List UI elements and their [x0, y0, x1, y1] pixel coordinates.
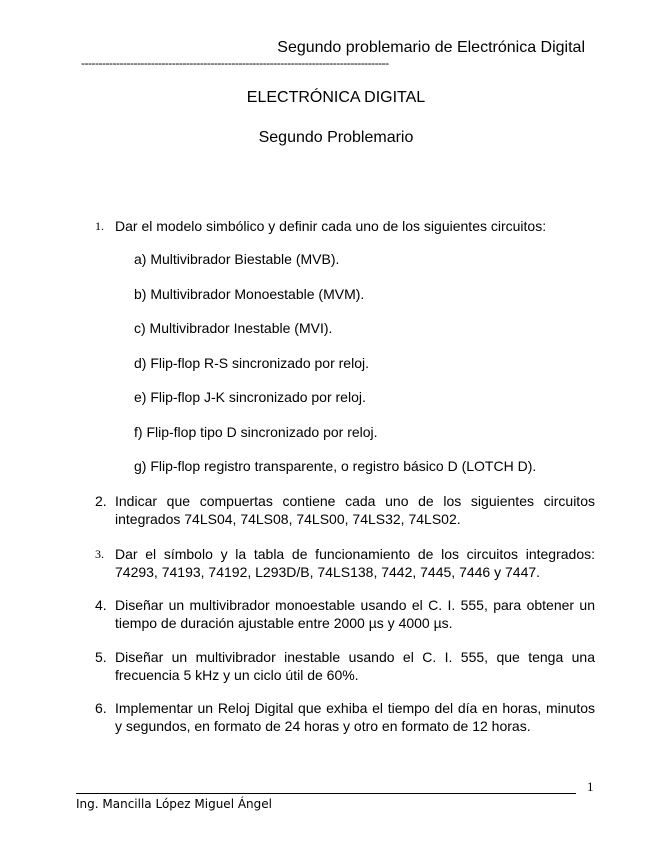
- subitem-b: b) Multivibrador Monoestable (MVM).: [134, 286, 365, 302]
- problem-number: 2.: [95, 493, 107, 509]
- problem-item-5: [95, 648, 595, 684]
- problem-item-4: [95, 596, 595, 632]
- document-title: ELECTRÓNICA DIGITAL: [246, 89, 426, 106]
- problem-item-1: [95, 217, 595, 235]
- subitem-d: d) Flip-flop R-S sincronizado por reloj.: [134, 355, 369, 371]
- problem-text: Implementar un Reloj Digital que exhiba el tiempo del día en horas, minutos y segundos, en formato de 24 horas y otro en formato de 12 horas.: [115, 700, 595, 734]
- problem-item-2: [95, 492, 595, 528]
- document-subtitle: Segundo Problemario: [258, 129, 414, 146]
- problem-number: 3.: [95, 547, 104, 561]
- problem-text: Dar el símbolo y la tabla de funcionamiento de los circuitos integrados: 74293, 74193, 74192, L293D/B, 74LS138, 7442, 7445, 7446 y 7447.: [115, 546, 595, 580]
- problem-number: 1.: [95, 219, 104, 233]
- subitem-g: g) Flip-flop registro transparente, o registro básico D (LOTCH D).: [134, 458, 537, 474]
- problem-text: Dar el modelo simbólico y definir cada uno de los siguientes circuitos:: [115, 218, 547, 234]
- footer-divider: [76, 793, 576, 794]
- problem-number: 5.: [95, 649, 107, 665]
- header-title: Segundo problemario de Electrónica Digital: [277, 39, 585, 56]
- problem-number: 4.: [95, 597, 107, 613]
- problem-item-3: [95, 545, 595, 581]
- subitem-a: a) Multivibrador Biestable (MVB).: [134, 251, 340, 267]
- subitem-e: e) Flip-flop J-K sincronizado por reloj.: [134, 389, 366, 405]
- problem-text: Diseñar un multivibrador monoestable usando el C. I. 555, para obtener un tiempo de duración ajustable entre 2000 µs y 4000 µs.: [115, 597, 595, 631]
- page-number: 1: [587, 779, 594, 794]
- subitem-f: f) Flip-flop tipo D sincronizado por reloj.: [134, 424, 378, 440]
- problem-text: Indicar que compuertas contiene cada uno de los siguientes circuitos integrados 74LS04, 74LS08, 74LS00, 74LS32, 74LS02.: [115, 493, 595, 527]
- footer-author: Ing. Mancilla López Miguel Ángel: [76, 797, 272, 811]
- problem-text: Diseñar un multivibrador inestable usando el C. I. 555, que tenga una frecuencia 5 kHz y un ciclo útil de 60%.: [115, 649, 595, 683]
- problem-item-6: [95, 699, 595, 735]
- problem-number: 6.: [95, 700, 107, 716]
- subitem-c: c) Multivibrador Inestable (MVI).: [134, 320, 333, 336]
- header-separator: ----------------------------------------------------------------------------------------: [81, 56, 389, 70]
